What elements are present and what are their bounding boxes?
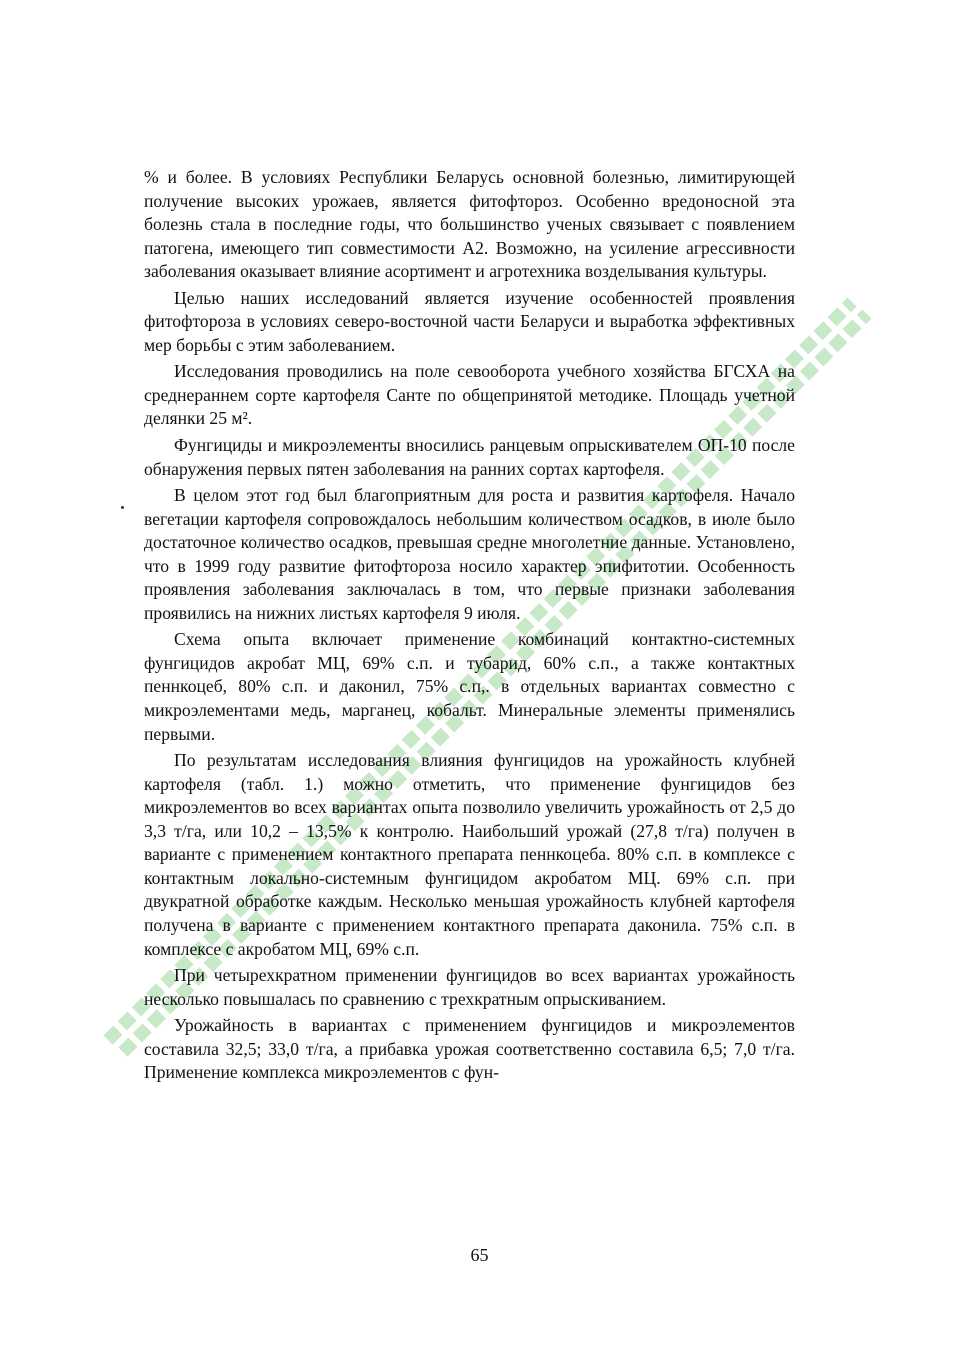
paragraph-8: При четырехкратном применении фунгицидов во всех вариантах урожайность несколько повышалась по сравнению с трехкратным опрыскиванием. <box>144 965 795 1009</box>
paragraph-9: Урожайность в вариантах с применением фунгицидов и микроэлементов составила 32,5; 33,0 т/га, а прибавка урожая соответственно составила 6,5; 7,0 т/га. Применение комплекса микроэлементов с фун- <box>144 1015 795 1083</box>
paragraph-5: В целом этот год был благоприятным для роста и развития картофеля. Начало вегетации картофеля сопровождалось небольшим количеством осадков, в июле было достаточное количество осадков, превышая средне многолетние данные. Установлено, что в 1999 году развитие фитофтороза носило характер эпифитотии. Особенность проявления заболевания заключалась в том, что первые признаки заболевания проявились на нижних листьях картофеля 9 июля. <box>144 485 795 623</box>
body-text <box>144 166 795 1088</box>
paragraph-1: % и более. В условиях Республики Беларусь основной болезнью, лимитирующей получение высоких урожаев, является фитофтороз. Особенно вредоносной эта болезнь стала в последние годы, что большинство ученых связывает с появлением патогена, имеющего тип совместимости А2. Возможно, на усиление агрессивности заболевания оказывает влияние асортимент и агротехника возделывания культуры. <box>144 167 795 282</box>
paragraph-6: Схема опыта включает применение комбинаций контактно-системных фунгицидов акробат МЦ, 69% с.п. и тубарид, 60% с.п., а также контактных пеннкоцеб, 80% с.п. и даконил, 75% с.п,. в отдельных вариантах совместно с микроэлементами медь, марганец, кобальт. Минеральные элементы применялись первыми. <box>144 629 795 744</box>
paragraph-2: Целью наших исследований является изучение особенностей проявления фитофтороза в условиях северо-восточной части Беларуси и выработка эффективных мер борьбы с этим заболеванием. <box>144 287 795 355</box>
page-number: 65 <box>470 1245 489 1265</box>
paragraph-7: По результатам исследования влияния фунгицидов на урожайность клубней картофеля (табл. 1.) можно отметить, что применение фунгицидов без микроэлементов во всех вариантах опыта позволило увеличить урожайность от 2,5 до 3,3 т/га, или 10,2 – 13,5% к контролю. Наибольший урожай (27,8 т/га) получен в варианте с применением контактного препарата пеннкоцеба. 80% с.п. в комплексе с контактным локально-системным фунгицидом акробатом МЦ. 69% с.п. при двукратной обработке каждым. Несколько меньшая урожайность клубней картофеля получена в варианте с применением контактного препарата даконила. 75% с.п. в комплексе с акробатом МЦ, 69% с.п. <box>144 750 795 959</box>
paragraph-4: Фунгициды и микроэлементы вносились ранцевым опрыскивателем ОП-10 после обнаружения первых пятен заболевания на ранних сортах картофеля. <box>144 435 795 479</box>
paragraph-3: Исследования проводились на поле севооборота учебного хозяйства БГСХА на среднераннем сорте картофеля Санте по общепринятой методике. Площадь учетной делянки 25 м². <box>144 361 795 429</box>
scan-speck <box>121 506 124 509</box>
